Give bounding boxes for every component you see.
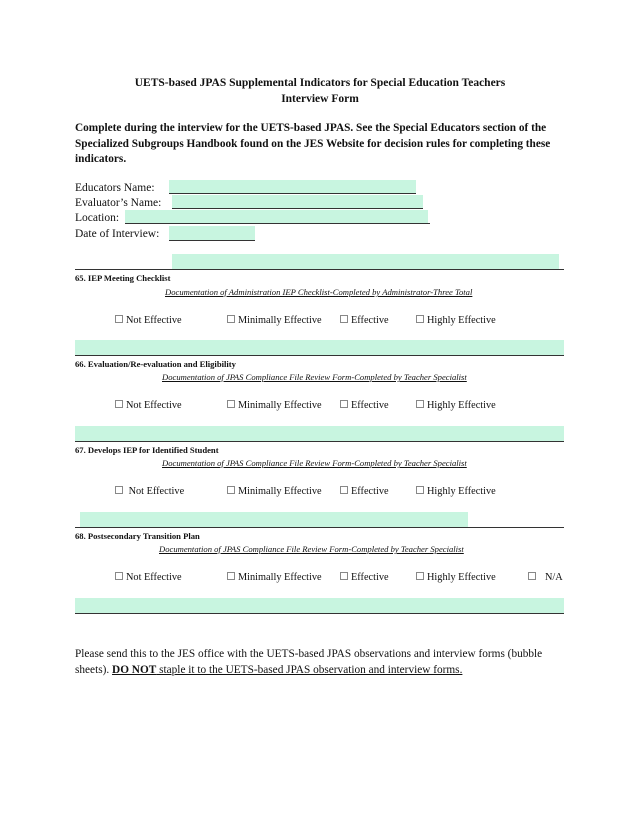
- date-field[interactable]: [169, 226, 255, 240]
- rating-not-effective-65[interactable]: Not Effective: [115, 315, 182, 326]
- section-subtitle-65: Documentation of Administration IEP Checklist-Completed by Administrator-Three Total: [165, 287, 473, 297]
- checkbox-icon: [340, 486, 348, 494]
- checkbox-icon: [416, 315, 424, 323]
- footer-text-part1: Please send this to the JES office with the UETS-based JPAS observations and interview forms (bubble sheets).: [75, 648, 543, 676]
- section-subtitle-66: Documentation of JPAS Compliance File Review Form-Completed by Teacher Specialist: [162, 372, 467, 382]
- date-label: Date of Interview:: [75, 228, 160, 240]
- checkbox-icon: [340, 315, 348, 323]
- footer-text-part2: staple it to the UETS-based JPAS observation and interview forms.: [156, 664, 463, 676]
- rating-effective-65[interactable]: Effective: [340, 315, 389, 326]
- rating-minimally-effective-68[interactable]: Minimally Effective: [227, 572, 322, 583]
- section-rule-end: [75, 613, 564, 614]
- rating-not-effective-66[interactable]: Not Effective: [115, 400, 182, 411]
- comment-field-68[interactable]: [80, 512, 468, 527]
- rating-highly-effective-66[interactable]: Highly Effective: [416, 400, 496, 411]
- instructions: Complete during the interview for the UETS-based JPAS. See the Special Educators section of the Specialized Subgroups Handbook found on the JES Website for decision rules for completing these indicators.: [75, 122, 551, 165]
- comment-field-65[interactable]: [172, 254, 559, 269]
- checkbox-icon: [416, 486, 424, 494]
- rating-effective-66[interactable]: Effective: [340, 400, 389, 411]
- location-field[interactable]: [125, 210, 428, 223]
- section-title-65: 65. IEP Meeting Checklist: [75, 273, 171, 283]
- section-title-66: 66. Evaluation/Re-evaluation and Eligibility: [75, 359, 236, 369]
- section-rule-68: [75, 527, 564, 528]
- checkbox-icon: [340, 572, 348, 580]
- rating-minimally-effective-66[interactable]: Minimally Effective: [227, 400, 322, 411]
- checkbox-icon: [227, 400, 235, 408]
- comment-field-68-bottom[interactable]: [75, 598, 564, 613]
- section-subtitle-67: Documentation of JPAS Compliance File Review Form-Completed by Teacher Specialist: [162, 458, 467, 468]
- rating-effective-67[interactable]: Effective: [340, 486, 389, 497]
- date-underline: [169, 240, 255, 241]
- rating-highly-effective-67[interactable]: Highly Effective: [416, 486, 496, 497]
- evaluator-name-underline: [172, 208, 423, 209]
- comment-field-67[interactable]: [75, 426, 564, 441]
- checkbox-icon: [115, 486, 123, 494]
- section-subtitle-68: Documentation of JPAS Compliance File Review Form-Completed by Teacher Specialist: [159, 544, 464, 554]
- section-rule-66: [75, 355, 564, 356]
- checkbox-icon: [227, 486, 235, 494]
- evaluator-name-label: Evaluator’s Name:: [75, 197, 162, 209]
- footer-note: [75, 646, 565, 678]
- checkbox-icon: [416, 572, 424, 580]
- evaluator-name-field[interactable]: [172, 195, 423, 208]
- rating-effective-68[interactable]: Effective: [340, 572, 389, 583]
- section-title-67: 67. Develops IEP for Identified Student: [75, 445, 219, 455]
- section-rule-67: [75, 441, 564, 442]
- educator-name-label: Educators Name:: [75, 182, 155, 194]
- rating-highly-effective-68[interactable]: Highly Effective: [416, 572, 496, 583]
- educator-name-underline: [169, 193, 416, 194]
- location-label: Location:: [75, 212, 120, 224]
- rating-highly-effective-65[interactable]: Highly Effective: [416, 315, 496, 326]
- form-subtitle: Interview Form: [281, 93, 359, 105]
- educator-name-field[interactable]: [169, 180, 416, 193]
- rating-not-effective-67[interactable]: Not Effective: [115, 486, 184, 497]
- section-title-68: 68. Postsecondary Transition Plan: [75, 531, 200, 541]
- checkbox-icon: [227, 315, 235, 323]
- checkbox-icon: [340, 400, 348, 408]
- checkbox-icon: [115, 315, 123, 323]
- rating-na-68[interactable]: N/A: [528, 572, 563, 583]
- checkbox-icon: [227, 572, 235, 580]
- rating-minimally-effective-65[interactable]: Minimally Effective: [227, 315, 322, 326]
- rating-not-effective-68[interactable]: Not Effective: [115, 572, 182, 583]
- location-underline: [125, 223, 430, 224]
- section-rule-65: [75, 269, 564, 270]
- rating-minimally-effective-67[interactable]: Minimally Effective: [227, 486, 322, 497]
- checkbox-icon: [115, 400, 123, 408]
- checkbox-icon: [115, 572, 123, 580]
- comment-field-66[interactable]: [75, 340, 564, 355]
- checkbox-icon: [528, 572, 536, 580]
- footer-do-not: DO NOT: [112, 664, 157, 676]
- checkbox-icon: [416, 400, 424, 408]
- form-title: UETS-based JPAS Supplemental Indicators for Special Education Teachers: [134, 77, 506, 89]
